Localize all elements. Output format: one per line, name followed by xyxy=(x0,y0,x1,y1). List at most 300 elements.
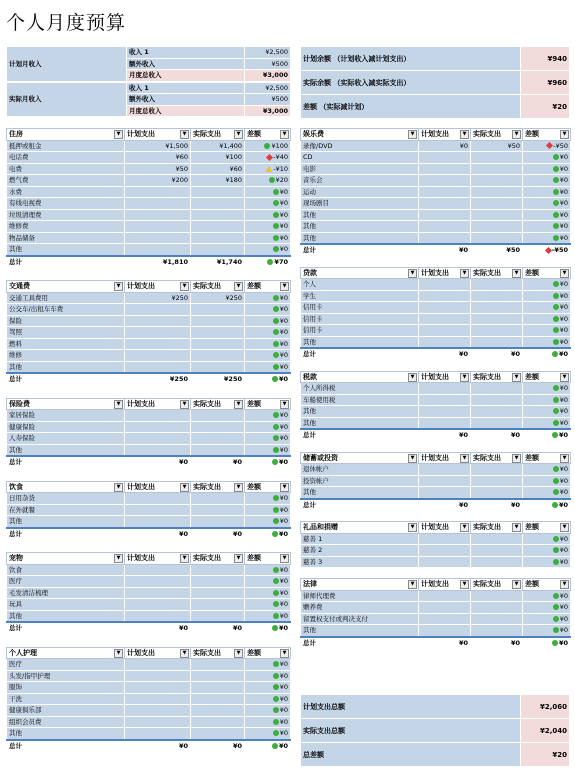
actual-value[interactable] xyxy=(471,336,523,348)
planned-value[interactable] xyxy=(125,728,191,740)
planned-value[interactable] xyxy=(125,410,191,422)
item-label[interactable]: 其他 xyxy=(7,610,125,622)
planned-value[interactable] xyxy=(419,475,471,487)
item-label[interactable]: 在外就餐 xyxy=(7,504,125,516)
total-planned: ¥0 xyxy=(125,622,191,634)
item-label[interactable]: 电影 xyxy=(301,163,419,175)
table-row xyxy=(301,533,571,545)
item-label[interactable]: 保险 xyxy=(7,315,125,327)
actual-value[interactable] xyxy=(191,564,245,576)
actual-value[interactable] xyxy=(191,209,245,221)
item-label[interactable]: 家居保险 xyxy=(7,410,125,422)
item-label[interactable]: 慈善 1 xyxy=(301,533,419,545)
filter-dropdown-icon[interactable]: ▼ xyxy=(512,373,521,382)
item-label[interactable]: 有线电视费 xyxy=(7,198,125,210)
planned-value[interactable]: ¥50 xyxy=(125,163,191,175)
filter-dropdown-icon[interactable]: ▼ xyxy=(180,649,189,658)
planned-value[interactable] xyxy=(419,556,471,568)
income-item-value[interactable]: ¥3,000 xyxy=(245,105,291,117)
item-label[interactable]: 玩具 xyxy=(7,599,125,611)
item-label[interactable]: 信用卡 xyxy=(301,325,419,337)
planned-value[interactable] xyxy=(125,670,191,682)
item-label[interactable]: 组织会员费 xyxy=(7,716,125,728)
filter-dropdown-icon[interactable]: ▼ xyxy=(408,269,417,278)
planned-value[interactable] xyxy=(125,221,191,233)
actual-value[interactable] xyxy=(471,209,523,221)
planned-value[interactable] xyxy=(125,421,191,433)
diff-amount: ¥0 xyxy=(279,494,288,503)
planned-value[interactable] xyxy=(419,383,471,395)
filter-dropdown-icon[interactable]: ▼ xyxy=(512,269,521,278)
filter-dropdown-icon[interactable]: ▼ xyxy=(180,400,189,409)
actual-value[interactable] xyxy=(471,625,523,637)
filter-dropdown-icon[interactable]: ▼ xyxy=(408,580,417,589)
item-label[interactable]: 赡养费 xyxy=(301,602,419,614)
income-item-value[interactable]: ¥2,500 xyxy=(245,82,291,94)
item-label[interactable]: 律师代理费 xyxy=(301,590,419,602)
planned-value[interactable] xyxy=(419,464,471,476)
status-green-icon xyxy=(267,259,273,265)
actual-value[interactable] xyxy=(191,599,245,611)
actual-value[interactable] xyxy=(191,670,245,682)
filter-dropdown-icon[interactable]: ▼ xyxy=(280,282,289,291)
planned-value[interactable] xyxy=(419,545,471,557)
actual-value[interactable] xyxy=(471,186,523,198)
actual-value[interactable] xyxy=(191,682,245,694)
item-label[interactable]: 健康保险 xyxy=(7,421,125,433)
diff-amount: ¥0 xyxy=(559,280,568,289)
filter-dropdown-icon[interactable]: ▼ xyxy=(114,483,123,492)
actual-value[interactable] xyxy=(471,602,523,614)
actual-value[interactable] xyxy=(471,198,523,210)
actual-value[interactable] xyxy=(471,383,523,395)
planned-value[interactable]: ¥60 xyxy=(125,152,191,164)
income-item-value[interactable]: ¥2,500 xyxy=(245,47,291,59)
item-label[interactable]: 其他 xyxy=(301,406,419,418)
item-label[interactable]: 交通工具费用 xyxy=(7,292,125,304)
actual-value[interactable] xyxy=(471,163,523,175)
item-label[interactable]: 电费 xyxy=(7,163,125,175)
actual-value[interactable] xyxy=(191,610,245,622)
planned-value[interactable] xyxy=(125,232,191,244)
actual-value[interactable] xyxy=(471,232,523,244)
planned-value[interactable] xyxy=(419,279,471,291)
filter-dropdown-icon[interactable]: ▼ xyxy=(114,130,123,139)
filter-dropdown-icon[interactable]: ▼ xyxy=(280,483,289,492)
actual-value[interactable] xyxy=(471,279,523,291)
item-label[interactable]: 物品储备 xyxy=(7,232,125,244)
planned-value[interactable] xyxy=(419,487,471,499)
actual-value[interactable]: ¥50 xyxy=(471,140,523,152)
planned-value[interactable] xyxy=(125,599,191,611)
filter-dropdown-icon[interactable]: ▼ xyxy=(460,580,469,589)
actual-value[interactable] xyxy=(471,394,523,406)
filter-dropdown-icon[interactable]: ▼ xyxy=(560,269,569,278)
actual-value[interactable] xyxy=(471,406,523,418)
filter-dropdown-icon[interactable]: ▼ xyxy=(180,282,189,291)
item-label[interactable]: 饮食 xyxy=(7,564,125,576)
actual-value[interactable] xyxy=(191,444,245,456)
item-label[interactable]: 现场剧目 xyxy=(301,198,419,210)
item-label[interactable]: 毛发清洁梳理 xyxy=(7,587,125,599)
item-label[interactable]: 个人 xyxy=(301,279,419,291)
item-label[interactable]: 其他 xyxy=(7,361,125,373)
planned-value[interactable]: ¥0 xyxy=(419,140,471,152)
planned-value[interactable] xyxy=(125,659,191,671)
filter-dropdown-icon[interactable]: ▼ xyxy=(460,269,469,278)
filter-dropdown-icon[interactable]: ▼ xyxy=(280,649,289,658)
actual-value[interactable] xyxy=(191,186,245,198)
planned-header: 计划支出 ▼ xyxy=(419,522,471,534)
actual-value[interactable] xyxy=(471,302,523,314)
item-label[interactable]: 其他 xyxy=(301,625,419,637)
filter-dropdown-icon[interactable]: ▼ xyxy=(460,373,469,382)
actual-value[interactable] xyxy=(471,417,523,429)
total-diff xyxy=(245,740,291,752)
filter-dropdown-icon[interactable]: ▼ xyxy=(114,282,123,291)
actual-value[interactable] xyxy=(471,221,523,233)
item-label[interactable]: 水费 xyxy=(7,186,125,198)
planned-value[interactable] xyxy=(419,417,471,429)
total-planned: ¥0 xyxy=(419,244,471,256)
expense-table xyxy=(6,552,291,635)
actual-value[interactable] xyxy=(191,659,245,671)
filter-dropdown-icon[interactable]: ▼ xyxy=(114,554,123,563)
actual-value[interactable]: ¥60 xyxy=(191,163,245,175)
actual-value[interactable] xyxy=(191,198,245,210)
filter-dropdown-icon[interactable]: ▼ xyxy=(408,454,417,463)
filter-dropdown-icon[interactable]: ▼ xyxy=(234,400,243,409)
planned-value[interactable] xyxy=(125,315,191,327)
total-diff xyxy=(523,429,571,441)
item-label[interactable]: 投资帐户 xyxy=(301,475,419,487)
diff-amount: ¥0 xyxy=(559,603,568,612)
item-label[interactable]: 其他 xyxy=(7,444,125,456)
item-label[interactable]: 公交车/出租车车费 xyxy=(7,304,125,316)
item-label[interactable]: 其他 xyxy=(7,728,125,740)
item-label[interactable]: 医疗 xyxy=(7,659,125,671)
filter-dropdown-icon[interactable]: ▼ xyxy=(460,454,469,463)
filter-dropdown-icon[interactable]: ▼ xyxy=(512,454,521,463)
planned-value[interactable]: ¥200 xyxy=(125,175,191,187)
diff-value xyxy=(523,175,571,187)
diff-header: 差额 ▼ xyxy=(523,267,571,279)
planned-value[interactable] xyxy=(125,587,191,599)
item-label[interactable]: CD xyxy=(301,152,419,164)
item-label[interactable]: 慈善 2 xyxy=(301,545,419,557)
filter-dropdown-icon[interactable]: ▼ xyxy=(180,554,189,563)
actual-value[interactable] xyxy=(471,152,523,164)
item-label[interactable]: 退休帐户 xyxy=(301,464,419,476)
item-label[interactable]: 车船使用税 xyxy=(301,394,419,406)
actual-header: 实际支出 ▼ xyxy=(191,481,245,493)
actual-value[interactable] xyxy=(191,315,245,327)
income-item-value[interactable]: ¥500 xyxy=(245,58,291,70)
item-label[interactable]: 慈善 3 xyxy=(301,556,419,568)
actual-value[interactable]: ¥180 xyxy=(191,175,245,187)
item-label[interactable]: 其他 xyxy=(301,487,419,499)
total-label: 总计 xyxy=(7,528,125,540)
item-label[interactable]: 服饰 xyxy=(7,682,125,694)
income-item-value[interactable]: ¥3,000 xyxy=(245,70,291,82)
actual-header: 实际支出 ▼ xyxy=(191,647,245,659)
item-label[interactable]: 其他 xyxy=(301,417,419,429)
actual-value[interactable] xyxy=(191,728,245,740)
item-label[interactable]: 抵押或租金 xyxy=(7,140,125,152)
filter-dropdown-icon[interactable]: ▼ xyxy=(460,130,469,139)
planned-value[interactable] xyxy=(419,533,471,545)
item-label[interactable]: 留置权支付或判决支付 xyxy=(301,613,419,625)
item-label[interactable]: 维修 xyxy=(7,350,125,362)
expense-table xyxy=(300,578,571,649)
planned-value[interactable] xyxy=(125,610,191,622)
item-label[interactable]: 燃料 xyxy=(7,338,125,350)
filter-dropdown-icon[interactable]: ▼ xyxy=(512,523,521,532)
status-green-icon xyxy=(273,341,279,347)
planned-value[interactable] xyxy=(125,186,191,198)
planned-value[interactable] xyxy=(125,493,191,505)
actual-value[interactable]: ¥1,400 xyxy=(191,140,245,152)
income-item-label: 额外收入 xyxy=(127,58,245,70)
planned-value[interactable] xyxy=(419,221,471,233)
filter-dropdown-icon[interactable]: ▼ xyxy=(560,373,569,382)
item-label[interactable]: 音乐会 xyxy=(301,175,419,187)
status-green-icon xyxy=(552,432,558,438)
status-green-icon xyxy=(553,420,559,426)
total-actual: ¥0 xyxy=(471,499,523,511)
item-label[interactable]: 燃气费 xyxy=(7,175,125,187)
income-row xyxy=(7,82,291,94)
planned-value[interactable] xyxy=(125,444,191,456)
actual-value[interactable] xyxy=(191,433,245,445)
filter-dropdown-icon[interactable]: ▼ xyxy=(234,282,243,291)
item-label[interactable]: 其他 xyxy=(301,221,419,233)
actual-value[interactable] xyxy=(191,338,245,350)
filter-dropdown-icon[interactable]: ▼ xyxy=(114,400,123,409)
planned-value[interactable] xyxy=(125,682,191,694)
status-green-icon xyxy=(273,235,279,241)
balance-table xyxy=(300,46,570,119)
planned-value[interactable]: ¥1,500 xyxy=(125,140,191,152)
filter-dropdown-icon[interactable]: ▼ xyxy=(180,130,189,139)
category-header: 礼品和捐赠 ▼ xyxy=(301,522,419,534)
actual-value[interactable] xyxy=(191,244,245,256)
item-label[interactable]: 健康俱乐部 xyxy=(7,705,125,717)
planned-value[interactable] xyxy=(125,338,191,350)
item-label[interactable]: 其他 xyxy=(301,209,419,221)
actual-value[interactable] xyxy=(471,533,523,545)
planned-value[interactable] xyxy=(125,304,191,316)
planned-value[interactable] xyxy=(419,325,471,337)
item-label[interactable]: 日用杂货 xyxy=(7,493,125,505)
planned-value[interactable] xyxy=(125,705,191,717)
actual-value[interactable] xyxy=(471,475,523,487)
planned-value[interactable] xyxy=(419,163,471,175)
filter-dropdown-icon[interactable]: ▼ xyxy=(560,130,569,139)
item-label[interactable]: 电话费 xyxy=(7,152,125,164)
item-label[interactable]: 其他 xyxy=(301,232,419,244)
actual-value[interactable] xyxy=(191,693,245,705)
planned-value[interactable] xyxy=(419,152,471,164)
status-green-icon xyxy=(553,466,559,472)
planned-value[interactable] xyxy=(419,302,471,314)
planned-value[interactable] xyxy=(419,613,471,625)
expense-table xyxy=(300,521,571,568)
planned-value[interactable] xyxy=(125,350,191,362)
filter-dropdown-icon[interactable]: ▼ xyxy=(234,554,243,563)
filter-dropdown-icon[interactable]: ▼ xyxy=(234,649,243,658)
actual-value[interactable] xyxy=(471,325,523,337)
actual-value[interactable] xyxy=(471,545,523,557)
planned-value[interactable] xyxy=(419,198,471,210)
planned-value[interactable] xyxy=(125,361,191,373)
item-label[interactable]: 录像/DVD xyxy=(301,140,419,152)
actual-value[interactable] xyxy=(191,327,245,339)
filter-dropdown-icon[interactable]: ▼ xyxy=(408,130,417,139)
planned-value[interactable] xyxy=(125,209,191,221)
item-label[interactable]: 其他 xyxy=(7,516,125,528)
actual-value[interactable] xyxy=(191,504,245,516)
planned-value[interactable] xyxy=(125,198,191,210)
planned-value[interactable] xyxy=(125,504,191,516)
actual-value[interactable] xyxy=(191,410,245,422)
actual-value[interactable] xyxy=(471,590,523,602)
actual-value[interactable] xyxy=(191,221,245,233)
actual-value[interactable] xyxy=(471,464,523,476)
actual-value[interactable] xyxy=(471,613,523,625)
actual-value[interactable] xyxy=(191,421,245,433)
filter-dropdown-icon[interactable]: ▼ xyxy=(560,580,569,589)
filter-dropdown-icon[interactable]: ▼ xyxy=(560,454,569,463)
planned-value[interactable] xyxy=(419,336,471,348)
planned-value[interactable] xyxy=(125,564,191,576)
filter-dropdown-icon[interactable]: ▼ xyxy=(460,523,469,532)
actual-value[interactable] xyxy=(191,576,245,588)
total-row xyxy=(301,244,571,256)
actual-value[interactable]: ¥250 xyxy=(191,292,245,304)
diff-amount: ¥0 xyxy=(279,293,288,302)
filter-dropdown-icon[interactable]: ▼ xyxy=(280,130,289,139)
filter-dropdown-icon[interactable]: ▼ xyxy=(512,130,521,139)
table-row xyxy=(301,406,571,418)
actual-value[interactable] xyxy=(191,516,245,528)
diff-amount: ¥0 xyxy=(559,418,568,427)
actual-value[interactable]: ¥100 xyxy=(191,152,245,164)
item-label[interactable]: 头发/指甲护理 xyxy=(7,670,125,682)
planned-value[interactable] xyxy=(419,313,471,325)
planned-value[interactable] xyxy=(419,590,471,602)
actual-value[interactable] xyxy=(471,313,523,325)
filter-dropdown-icon[interactable]: ▼ xyxy=(280,400,289,409)
filter-dropdown-icon[interactable]: ▼ xyxy=(234,130,243,139)
filter-dropdown-icon[interactable]: ▼ xyxy=(114,649,123,658)
actual-value[interactable] xyxy=(471,175,523,187)
item-label[interactable]: 驾照 xyxy=(7,327,125,339)
diff-amount: ¥0 xyxy=(559,465,568,474)
filter-dropdown-icon[interactable]: ▼ xyxy=(408,373,417,382)
diff-amount: ¥0 xyxy=(559,210,568,219)
item-label[interactable]: 干洗 xyxy=(7,693,125,705)
planned-value[interactable] xyxy=(125,516,191,528)
item-label[interactable]: 医疗 xyxy=(7,576,125,588)
filter-dropdown-icon[interactable]: ▼ xyxy=(512,580,521,589)
filter-dropdown-icon[interactable]: ▼ xyxy=(280,554,289,563)
actual-value[interactable] xyxy=(191,304,245,316)
item-label[interactable]: 其他 xyxy=(7,244,125,256)
status-green-icon xyxy=(273,590,279,596)
actual-value[interactable] xyxy=(471,487,523,499)
planned-value[interactable] xyxy=(125,693,191,705)
actual-value[interactable] xyxy=(191,493,245,505)
planned-value[interactable] xyxy=(125,327,191,339)
planned-value[interactable] xyxy=(419,625,471,637)
item-label[interactable]: 个人所得税 xyxy=(301,383,419,395)
total-diff-amount: ¥0 xyxy=(558,431,568,440)
planned-value[interactable] xyxy=(419,290,471,302)
total-diff-amount: ¥0 xyxy=(278,458,288,467)
planned-value[interactable] xyxy=(419,186,471,198)
table-row xyxy=(301,464,571,476)
item-label[interactable]: 运动 xyxy=(301,186,419,198)
item-label[interactable]: 垃圾清理费 xyxy=(7,209,125,221)
actual-value[interactable] xyxy=(191,587,245,599)
actual-value[interactable] xyxy=(191,350,245,362)
filter-dropdown-icon[interactable]: ▼ xyxy=(234,483,243,492)
total-planned: ¥0 xyxy=(125,456,191,468)
filter-dropdown-icon[interactable]: ▼ xyxy=(180,483,189,492)
summary-row xyxy=(301,719,570,743)
diff-header: 差额 ▼ xyxy=(245,553,291,565)
planned-value[interactable] xyxy=(419,394,471,406)
actual-value[interactable] xyxy=(471,290,523,302)
filter-dropdown-icon[interactable]: ▼ xyxy=(560,523,569,532)
actual-value[interactable] xyxy=(471,556,523,568)
actual-value[interactable] xyxy=(191,361,245,373)
planned-value[interactable]: ¥250 xyxy=(125,292,191,304)
item-label[interactable]: 其他 xyxy=(301,336,419,348)
planned-value[interactable] xyxy=(125,576,191,588)
actual-value[interactable] xyxy=(191,705,245,717)
actual-header: 实际支出 ▼ xyxy=(471,579,523,591)
item-label[interactable]: 维修费 xyxy=(7,221,125,233)
item-label[interactable]: 信用卡 xyxy=(301,313,419,325)
diff-amount: ¥0 xyxy=(279,588,288,597)
status-green-icon xyxy=(553,593,559,599)
total-actual: ¥50 xyxy=(471,244,523,256)
status-green-icon xyxy=(273,352,279,358)
status-green-icon xyxy=(273,707,279,713)
planned-value[interactable] xyxy=(419,602,471,614)
planned-value[interactable] xyxy=(125,244,191,256)
planned-value[interactable] xyxy=(125,433,191,445)
item-label[interactable]: 人寿保险 xyxy=(7,433,125,445)
table-row xyxy=(7,304,291,316)
diff-header: 差额 ▼ xyxy=(523,452,571,464)
filter-dropdown-icon[interactable]: ▼ xyxy=(408,523,417,532)
actual-value[interactable] xyxy=(191,716,245,728)
item-label[interactable]: 学生 xyxy=(301,290,419,302)
planned-value[interactable] xyxy=(125,716,191,728)
income-item-value[interactable]: ¥500 xyxy=(245,94,291,106)
planned-value[interactable] xyxy=(419,232,471,244)
status-green-icon xyxy=(553,408,559,414)
actual-value[interactable] xyxy=(191,232,245,244)
planned-value[interactable] xyxy=(419,406,471,418)
diff-amount: ¥0 xyxy=(559,153,568,162)
planned-value[interactable] xyxy=(419,175,471,187)
item-label[interactable]: 信用卡 xyxy=(301,302,419,314)
planned-value[interactable] xyxy=(419,209,471,221)
